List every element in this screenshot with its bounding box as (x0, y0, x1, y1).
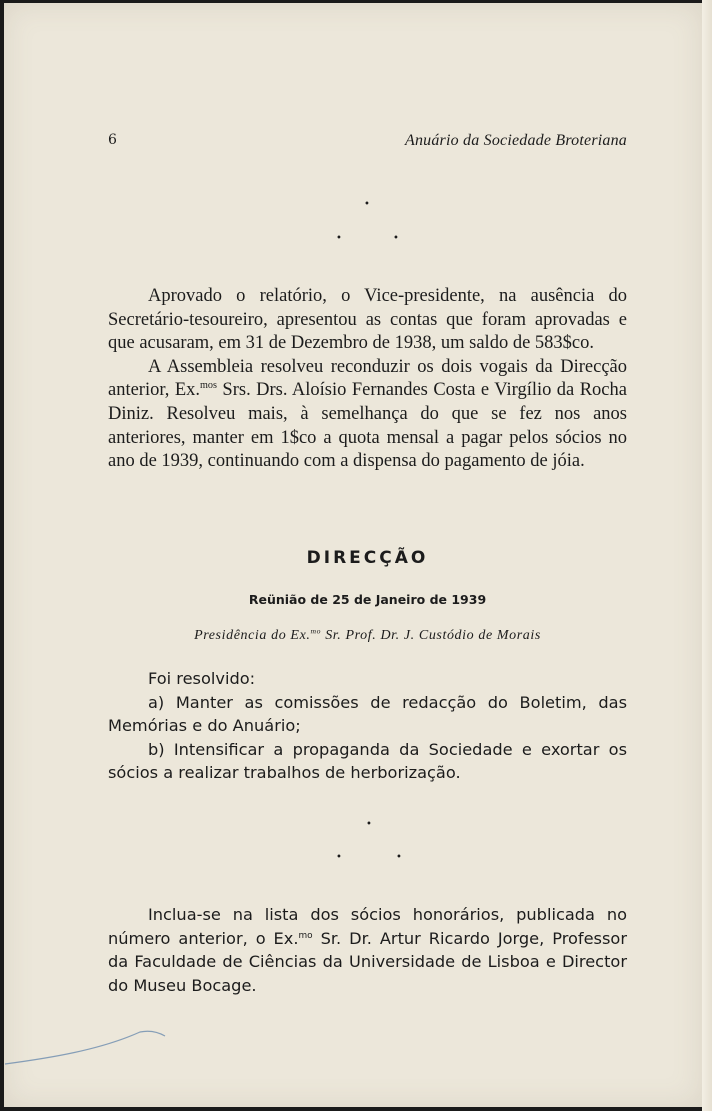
resolution-item: b) Intensificar a propaganda da Sociedade e exortar os sócios a realizar trabalhos de herborização. (108, 739, 627, 783)
ornament-dot: • (393, 233, 399, 244)
pencil-mark (0, 1020, 200, 1080)
report-paragraph: Aprovado o relatório, o Vice-presidente, na ausência do Secretário-tesoureiro, apresentou as contas que foram aprovadas e que acusaram, em 31 de Dezembro de 1938, um saldo de 583$co. (108, 286, 627, 354)
page-number: 6 (108, 132, 117, 148)
page-header (108, 132, 627, 152)
resolutions-text (108, 667, 627, 785)
ornament-dot: • (336, 852, 342, 863)
presidency-line: Presidência do Ex.$^{mo}$ Sr. Prof. Dr. J. Custódio de Morais (194, 626, 541, 643)
report-paragraph: A Assembleia resolveu reconduzir os dois vogais da Direcção anterior, Ex.$^{mos}$ Srs. Drs. Aloísio Fernandes Costa e Virgílio da Rocha Diniz. Resolveu mais, à semelhança do que se fez nos anos anteriores, manter em 1$co a quota mensal a pagar pelos sócios no ano de 1939, continuando com a dispensa do pagamento de jóia. (108, 356, 627, 472)
section-title: DIRECÇÃO (306, 548, 429, 568)
closing-text (108, 903, 627, 997)
running-head: Anuário da Sociedade Broteriana (404, 132, 627, 149)
resolution-item: a) Manter as comissões de redacção do Boletim, das Memórias e do Anuário; (108, 692, 627, 736)
ornament-dot: • (396, 852, 402, 863)
meeting-heading: Reünião de 25 de Janeiro de 1939 (248, 592, 487, 607)
ornament-dot: • (336, 233, 342, 244)
resolution-intro: Foi resolvido: (148, 669, 256, 688)
pencil-stroke (5, 1031, 165, 1064)
ornament-dot: • (364, 199, 370, 210)
ornament-dot: • (366, 819, 372, 830)
report-text (108, 285, 627, 474)
closing-paragraph: Inclua-se na lista dos sócios honorários, publicada no número anterior, o Ex.$^{mo}$ Sr. Dr. Artur Ricardo Jorge, Professor da Faculdade de Ciências da Universidade de Lisboa e Director do Museu Bocage. (108, 905, 627, 995)
page-edge (702, 0, 712, 1111)
